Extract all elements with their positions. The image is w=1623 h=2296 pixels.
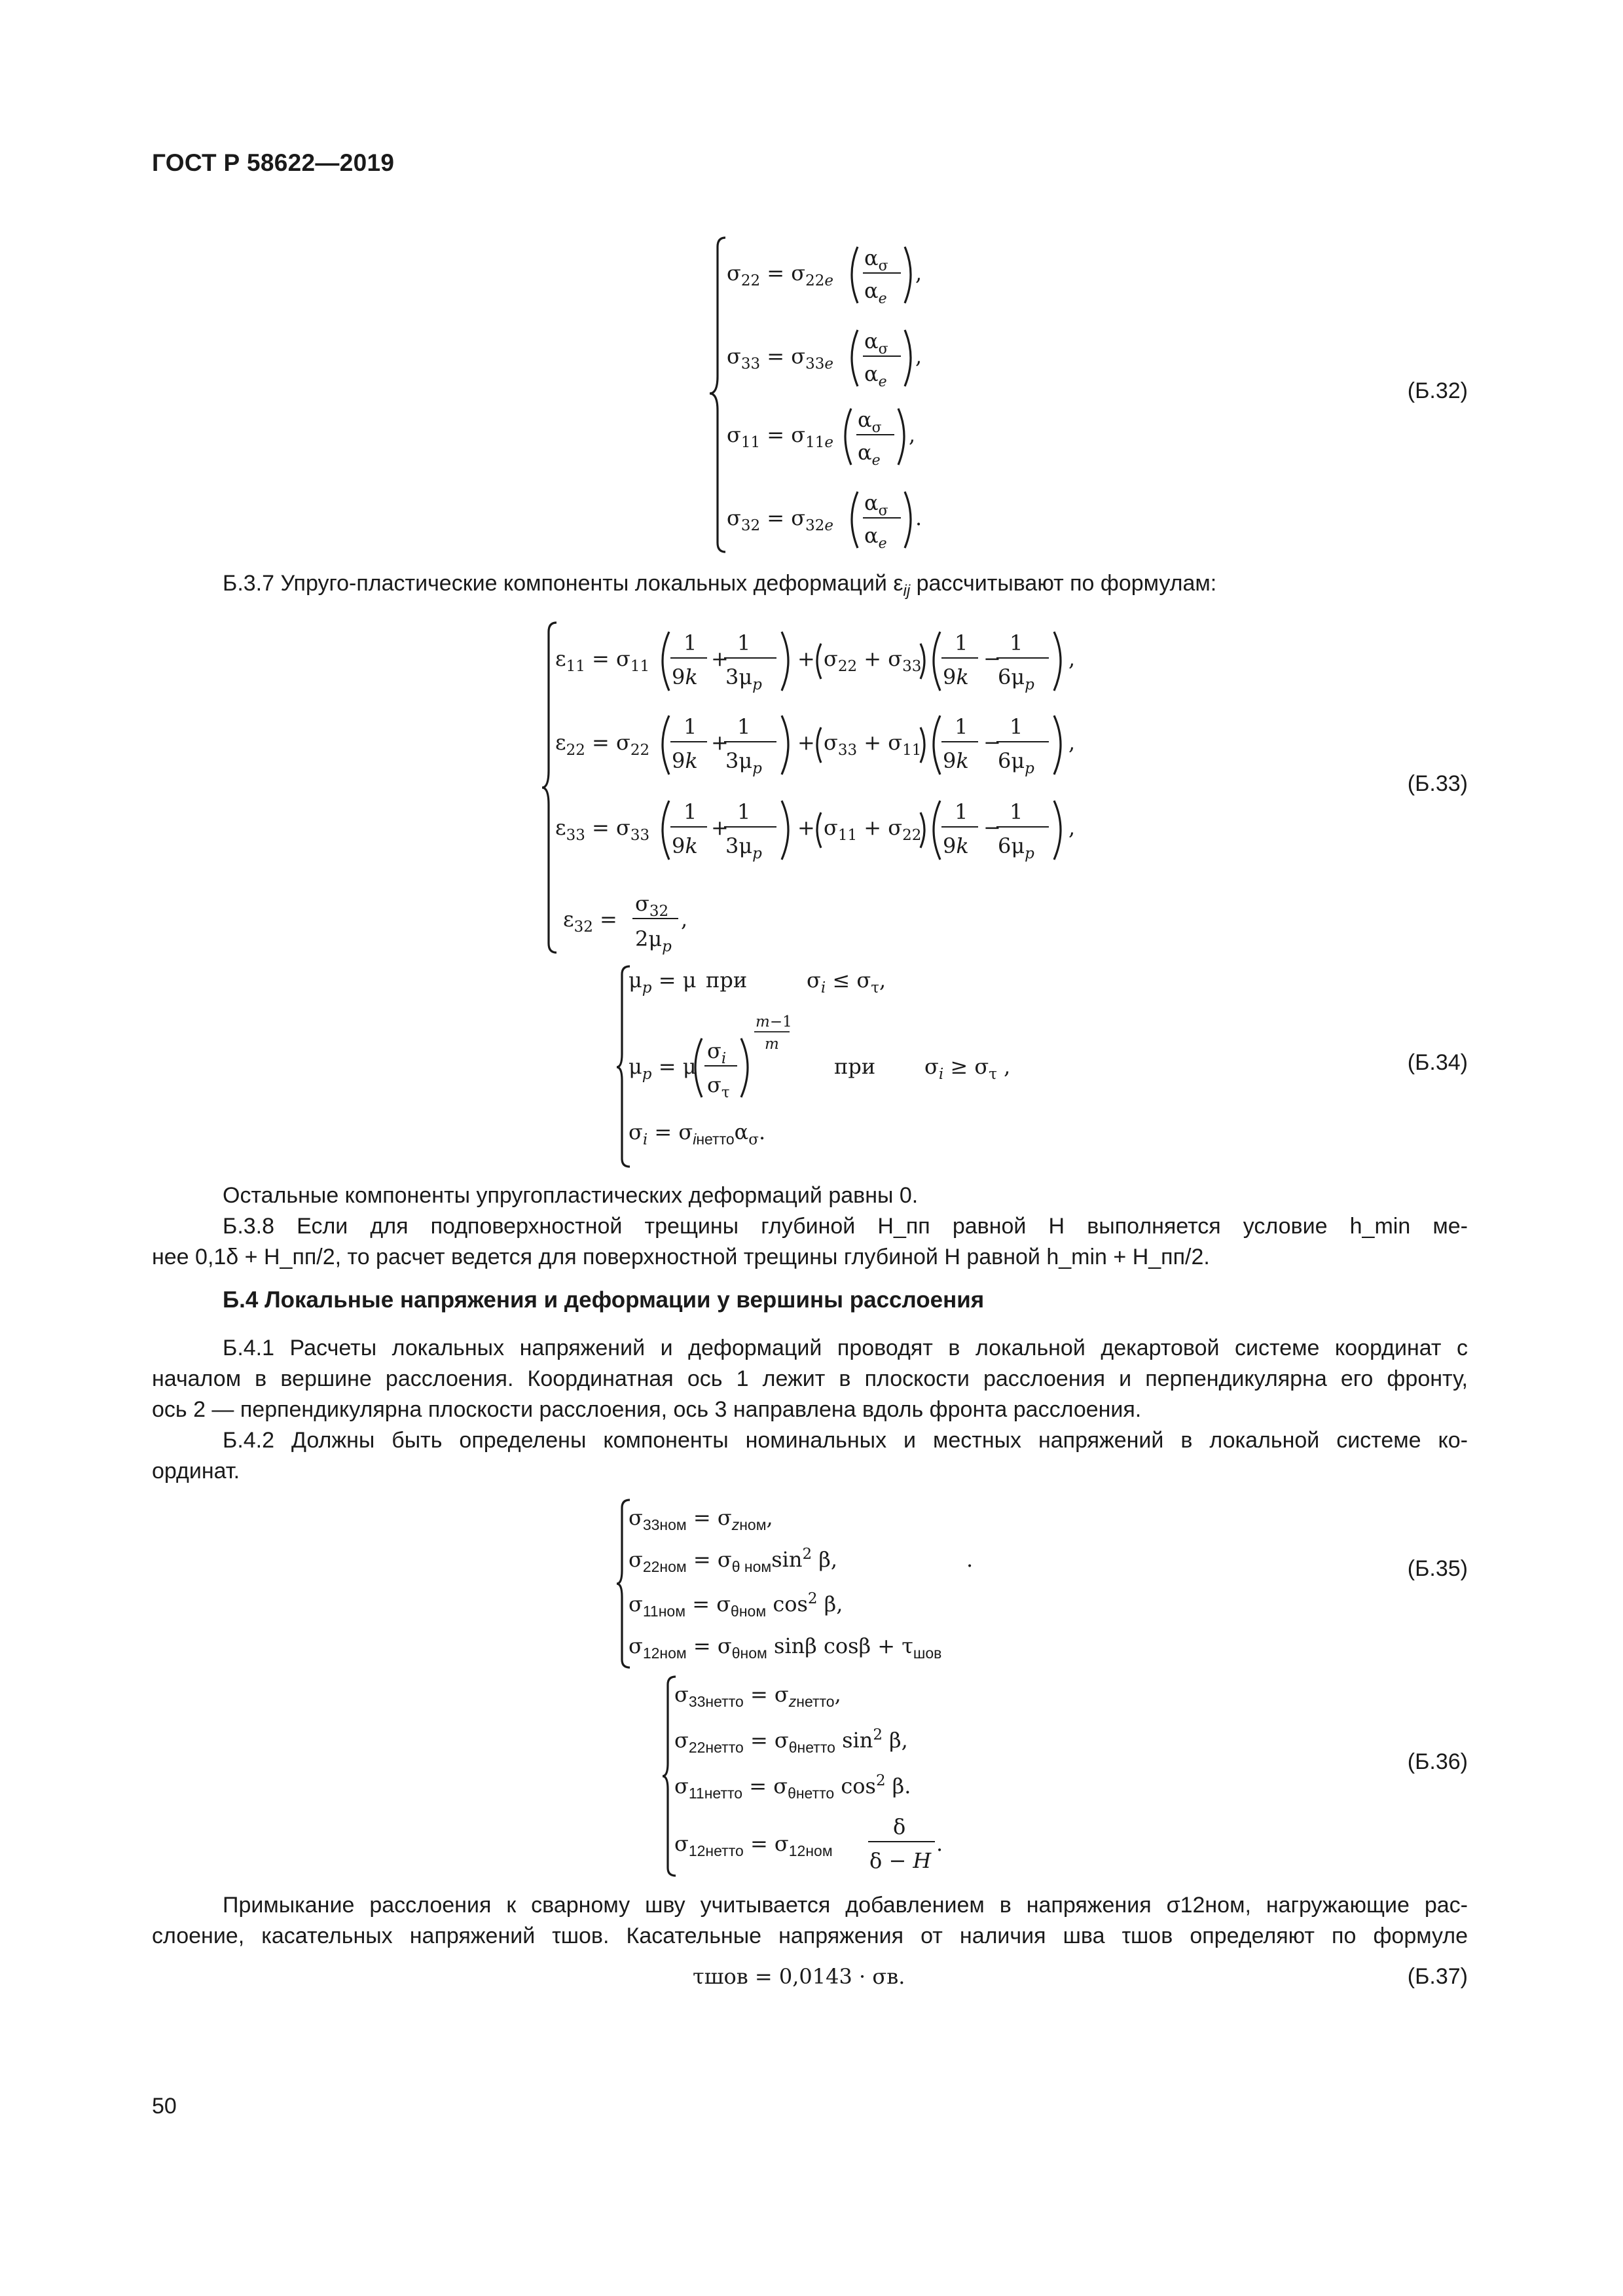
svg-text:9k: 9k bbox=[672, 748, 698, 773]
svg-text:,: , bbox=[1068, 730, 1076, 755]
svg-text:σ22нетто = σθнетто sin2 β,: $\sigma_{22нетто} = \sigma_{\theta нетто}$ $\sin^2 \beta$, bbox=[674, 1726, 908, 1756]
svg-text:ε32 =: $\varepsilon_{32}$ = bbox=[563, 907, 617, 936]
equation-number-b36: (Б.36) bbox=[1407, 1749, 1468, 1774]
svg-text:+: + bbox=[711, 815, 729, 840]
svg-text:ε33 = σ33: $\varepsilon_{33} = \sigma_{33}$ bbox=[555, 815, 650, 844]
svg-text:,: , bbox=[915, 261, 922, 285]
svg-text:σ12нетто = σ12ном: $\sigma_{12нетто} = \sigma_{12ном}$ bbox=[674, 1831, 833, 1859]
document-header: ГОСТ Р 58622—2019 bbox=[152, 149, 395, 176]
svg-text:−: − bbox=[983, 730, 1001, 755]
svg-text:σ12ном = σθном sinβ cosβ + τшо: $\sigma_{12ном} = \sigma_{\theta ном}$ sinβ $\cos\beta + \tau_{шов}$ bbox=[629, 1633, 942, 1662]
formula-b36 bbox=[661, 1673, 1028, 1882]
svg-text:2μp: $2\mu_p$ bbox=[635, 926, 672, 955]
svg-text:δ: δ bbox=[893, 1814, 906, 1839]
paragraph-b41-line3: ось 2 — перпендикулярна плоскости расслоения, ось 3 направлена вдоль фронта расслоения. bbox=[152, 1397, 1142, 1422]
svg-text:σ33нетто = σzнетто,: $\sigma_{33нетто} = \sigma_{zнетто}$, bbox=[674, 1682, 841, 1710]
svg-text:+: + bbox=[797, 815, 815, 840]
svg-text:9k: 9k bbox=[672, 833, 698, 858]
svg-text:σ11нетто = σθнетто cos2 β.: $\sigma_{11нетто} = \sigma_{\theta нетто}$ $\cos^2 \beta$. bbox=[674, 1772, 911, 1802]
equation-number-b37: (Б.37) bbox=[1407, 1964, 1468, 1989]
svg-text:σ33ном = σzном,: $\sigma_{33ном} = \sigma_{zном}$, bbox=[629, 1505, 773, 1533]
svg-text:σ11 = σ11e: $\sigma_{11} = \sigma_{11}e$ bbox=[727, 422, 834, 451]
svg-text:αe: $\alpha_e$ bbox=[864, 523, 887, 552]
svg-text:1: 1 bbox=[737, 630, 751, 655]
svg-text:ε22 = σ22: $\varepsilon_{22} = \sigma_{22}$ bbox=[555, 730, 650, 759]
svg-text:σ32 = σ32e: $\sigma_{32} = \sigma_{32}e$ bbox=[727, 505, 834, 534]
formula-b37: τшов = 0,0143 · σв. bbox=[693, 1964, 905, 1989]
svg-text:ασ: $\alpha_\sigma$ bbox=[858, 407, 882, 436]
svg-text:σ11 + σ22: $\sigma_{11} + \sigma_{22}$ bbox=[824, 815, 922, 844]
svg-text:1: 1 bbox=[1010, 630, 1023, 655]
paragraph-b41-line1: Б.4.1 Расчеты локальных напряжений и деформаций проводят в локальной декартовой системе координат с bbox=[223, 1336, 1468, 1360]
svg-text:σ22 = σ22e: $\sigma_{22} = \sigma_{22}e$ bbox=[727, 261, 834, 289]
svg-text:1: 1 bbox=[955, 799, 968, 824]
svg-text:σ33 + σ11: $\sigma_{33} + \sigma_{11}$ bbox=[824, 730, 922, 759]
svg-text:1: 1 bbox=[684, 630, 697, 655]
formula-b32 bbox=[707, 232, 982, 560]
svg-text:3μp: $3\mu_p$ bbox=[725, 833, 762, 862]
paragraph-b37: Б.3.7 Упруго-пластические компоненты локальных деформаций $\varepsilon_{ij}$ рассчитывают по формулам: bbox=[223, 571, 1217, 600]
svg-text:1: 1 bbox=[737, 799, 751, 824]
equation-number-b32: (Б.32) bbox=[1407, 378, 1468, 403]
paragraph-other-components: Остальные компоненты упругопластических деформаций равны 0. bbox=[223, 1183, 919, 1208]
svg-text:σ11ном = σθном cos2 β,: $\sigma_{11ном} = \sigma_{\theta ном}$ $\cos^2 \beta$, bbox=[629, 1590, 843, 1620]
formula-b35 bbox=[615, 1496, 1008, 1673]
svg-text:.: . bbox=[936, 1831, 943, 1856]
svg-text:σ32: $\sigma_{32}$ bbox=[635, 891, 669, 920]
svg-text:1: 1 bbox=[684, 714, 697, 739]
svg-text:.: . bbox=[915, 505, 922, 530]
svg-text:ε11 = σ11: $\varepsilon_{11} = \sigma_{11}$ bbox=[555, 646, 650, 675]
svg-text:9k: 9k bbox=[943, 833, 969, 858]
formula-b33 bbox=[541, 619, 1091, 959]
svg-text:μp = μ: $\mu_p = \mu$ bbox=[629, 968, 697, 996]
svg-text:αe: $\alpha_e$ bbox=[858, 440, 881, 469]
svg-text:αe: $\alpha_e$ bbox=[864, 361, 887, 390]
svg-text:+: + bbox=[797, 646, 815, 671]
svg-text:+: + bbox=[797, 730, 815, 755]
svg-text:9k: 9k bbox=[943, 665, 969, 689]
paragraph-b41-line2: началом в вершине расслоения. Координатная ось 1 лежит в плоскости расслоения и перпендикулярна его фронту, bbox=[152, 1366, 1468, 1391]
svg-text:1: 1 bbox=[684, 799, 697, 824]
svg-text:3μp: $3\mu_p$ bbox=[725, 748, 762, 777]
equation-number-b33: (Б.33) bbox=[1407, 771, 1468, 796]
paragraph-weld-line2: слоение, касательных напряжений τшов. Касательные напряжения от наличия шва τшов определяют по формуле bbox=[152, 1923, 1468, 1948]
svg-text:при: при bbox=[706, 968, 748, 993]
svg-text:,: , bbox=[681, 907, 688, 932]
svg-text:ασ: $\alpha_\sigma$ bbox=[864, 490, 888, 519]
svg-text:σi ≤ στ,: $\sigma_i \le \sigma_\tau$, bbox=[807, 968, 886, 996]
paragraph-b42-line2: ординат. bbox=[152, 1459, 240, 1484]
svg-text:6μp: $6\mu_p$ bbox=[998, 833, 1034, 862]
svg-text:σi ≥ στ ,: $\sigma_i \ge \sigma_\tau$ , bbox=[924, 1054, 1011, 1083]
svg-text:,: , bbox=[1068, 815, 1076, 840]
svg-text:9k: 9k bbox=[672, 665, 698, 689]
svg-text:6μp: $6\mu_p$ bbox=[998, 748, 1034, 777]
page-number: 50 bbox=[152, 2094, 177, 2119]
svg-text:ασ: $\alpha_\sigma$ bbox=[864, 246, 888, 274]
paragraph-b38-line2: нее 0,1δ + H_пп/2, то расчет ведется для поверхностной трещины глубиной H равной h_min + H_пп/2. bbox=[152, 1245, 1210, 1269]
section-heading-b4: Б.4 Локальные напряжения и деформации у вершины расслоения bbox=[223, 1287, 985, 1313]
paragraph-b42-line1: Б.4.2 Должны быть определены компоненты номинальных и местных напряжений в локальной системе ко- bbox=[223, 1428, 1468, 1453]
svg-text:δ − H: δ − H bbox=[869, 1848, 932, 1873]
svg-text:1: 1 bbox=[955, 714, 968, 739]
paragraph-b38-line1: Б.3.8 Если для подповерхностной трещины глубиной H_пп равной H выполняется условие h_min ме- bbox=[223, 1214, 1468, 1239]
svg-text:1: 1 bbox=[955, 630, 968, 655]
svg-text:6μp: $6\mu_p$ bbox=[998, 665, 1034, 693]
svg-text:m: m bbox=[765, 1036, 779, 1053]
paragraph-weld-line1: Примыкание расслоения к сварному шву учитывается добавлением в напряжения σ12ном, нагружающие рас- bbox=[223, 1893, 1468, 1918]
svg-text:σ22ном = σθ номsin2 β,: $\sigma_{22ном} = \sigma_{\theta ном}\sin^2$ β, bbox=[629, 1546, 837, 1575]
svg-text:,: , bbox=[909, 422, 916, 447]
svg-text:3μp: $3\mu_p$ bbox=[725, 665, 762, 693]
svg-text:μp = μ: $\mu_p = \mu$ bbox=[629, 1054, 697, 1083]
svg-text:1: 1 bbox=[737, 714, 751, 739]
equation-number-b35: (Б.35) bbox=[1407, 1556, 1468, 1581]
svg-text:m−1: m−1 bbox=[756, 1013, 792, 1030]
svg-text:σi = σiнеттоασ.: $\sigma_i = \sigma_{iнетто}\alpha_\sigma$. bbox=[629, 1120, 766, 1148]
svg-text:9k: 9k bbox=[943, 748, 969, 773]
svg-text:στ: $\sigma_\tau$ bbox=[707, 1072, 730, 1101]
svg-text:σ33 = σ33e: $\sigma_{33} = \sigma_{33}e$ bbox=[727, 344, 834, 373]
svg-text:−: − bbox=[983, 815, 1001, 840]
svg-text:αe: $\alpha_e$ bbox=[864, 278, 887, 307]
svg-text:−: − bbox=[983, 646, 1001, 671]
equation-number-b34: (Б.34) bbox=[1407, 1050, 1468, 1075]
svg-text:,: , bbox=[1068, 646, 1076, 671]
svg-text:+: + bbox=[711, 646, 729, 671]
svg-text:σ22 + σ33: $\sigma_{22} + \sigma_{33}$ bbox=[824, 646, 922, 675]
svg-text:+: + bbox=[711, 730, 729, 755]
svg-text:1: 1 bbox=[1010, 799, 1023, 824]
svg-text:1: 1 bbox=[1010, 714, 1023, 739]
formula-b34 bbox=[615, 962, 1034, 1172]
svg-text:σi: $\sigma_i$ bbox=[707, 1038, 727, 1067]
svg-text:при: при bbox=[834, 1054, 876, 1079]
svg-text:,: , bbox=[915, 344, 922, 369]
svg-text:.: . bbox=[966, 1547, 974, 1572]
svg-text:ασ: $\alpha_\sigma$ bbox=[864, 329, 888, 357]
